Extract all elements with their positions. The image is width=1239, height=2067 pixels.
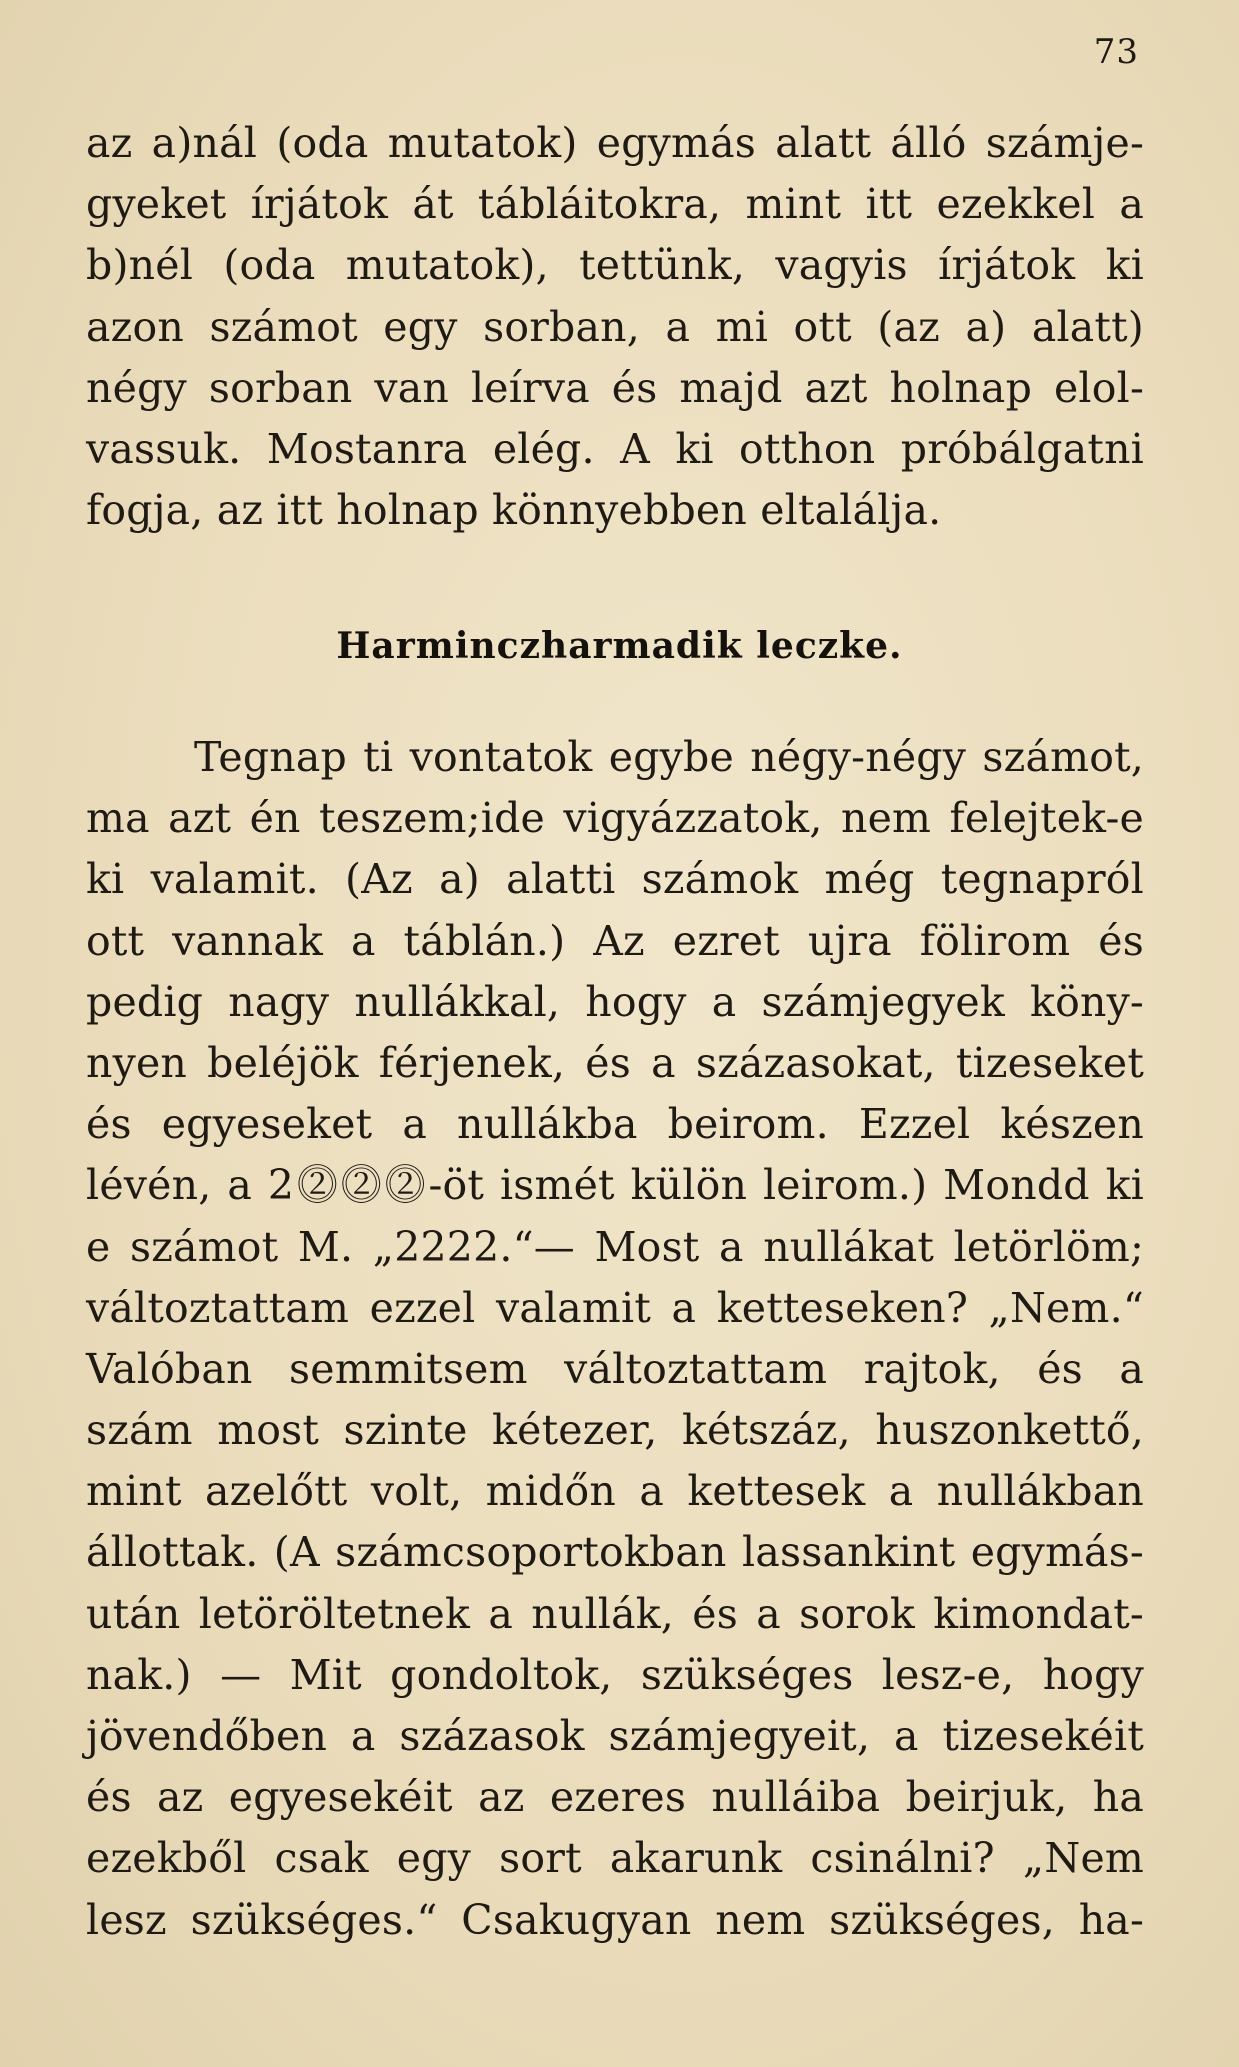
text-line: ki valamit. (Az a) alatti számok még tegnapról bbox=[86, 855, 1144, 904]
text-line: mint azelőtt volt, midőn a kettesek a nullákban bbox=[86, 1467, 1144, 1516]
text-line: Tegnap ti vontatok egybe négy-négy számot, bbox=[194, 733, 1144, 781]
text-line: b)nél (oda mutatok), tettünk, vagyis írjátok ki bbox=[86, 241, 1144, 290]
text-line: ezekből csak egy sort akarunk csinálni? „Nem bbox=[86, 1834, 1144, 1883]
text-line: Valóban semmitsem változtattam rajtok, és a bbox=[86, 1344, 1144, 1393]
text-line: gyeket írjátok át tábláitokra, mint itt ezekkel a bbox=[86, 180, 1144, 229]
text-line: nak.) — Mit gondoltok, szükséges lesz-e, hogy bbox=[86, 1650, 1144, 1699]
text-line: lévén, a 2⓶⓶⓶-öt ismét külön leirom.) Mondd ki bbox=[86, 1161, 1144, 1210]
text-line: vassuk. Mostanra elég. A ki otthon próbálgatni bbox=[86, 424, 1144, 473]
text-line: és az egyesekéit az ezeres nulláiba beirjuk, ha bbox=[86, 1773, 1144, 1822]
lesson-heading: Harminczharmadik leczke. bbox=[336, 625, 903, 667]
text-line: az a)nál (oda mutatok) egymás alatt álló számje- bbox=[86, 119, 1144, 167]
page-number: 73 bbox=[1093, 32, 1139, 72]
text-line: ma azt én teszem;ide vigyázzatok, nem felejtek-e bbox=[86, 794, 1144, 843]
text-line: fogja, az itt holnap könnyebben eltalálja. bbox=[86, 486, 942, 535]
text-line: és egyeseket a nullákba beirom. Ezzel készen bbox=[86, 1100, 1144, 1149]
text-line: nyen beléjök férjenek, és a százasokat, tizeseket bbox=[86, 1038, 1144, 1087]
text-line: e számot M. „2222.“— Most a nullákat letörlöm; bbox=[86, 1222, 1144, 1271]
paragraph-2 bbox=[86, 727, 1144, 1951]
text-line: lesz szükséges.“ Csakugyan nem szükséges, ha- bbox=[86, 1895, 1144, 1944]
text-line: ott vannak a táblán.) Az ezret ujra fölirom és bbox=[86, 916, 1144, 965]
text-line: változtattam ezzel valamit a ketteseken? „Nem.“ bbox=[86, 1283, 1144, 1332]
text-line: négy sorban van leírva és majd azt holnap elol- bbox=[86, 363, 1144, 412]
text-line: állottak. (A számcsoportokban lassankint egymás- bbox=[86, 1528, 1144, 1577]
text-line: után letöröltetnek a nullák, és a sorok kimondat- bbox=[86, 1589, 1144, 1638]
text-line: azon számot egy sorban, a mi ott (az a) alatt) bbox=[86, 302, 1144, 351]
text-line: pedig nagy nullákkal, hogy a számjegyek köny- bbox=[86, 977, 1144, 1026]
text-line: jövendőben a százasok számjegyeit, a tizesekéit bbox=[86, 1712, 1144, 1760]
text-line: szám most szinte kétezer, kétszáz, huszonkettő, bbox=[86, 1406, 1144, 1455]
paragraph-1 bbox=[86, 113, 1144, 541]
